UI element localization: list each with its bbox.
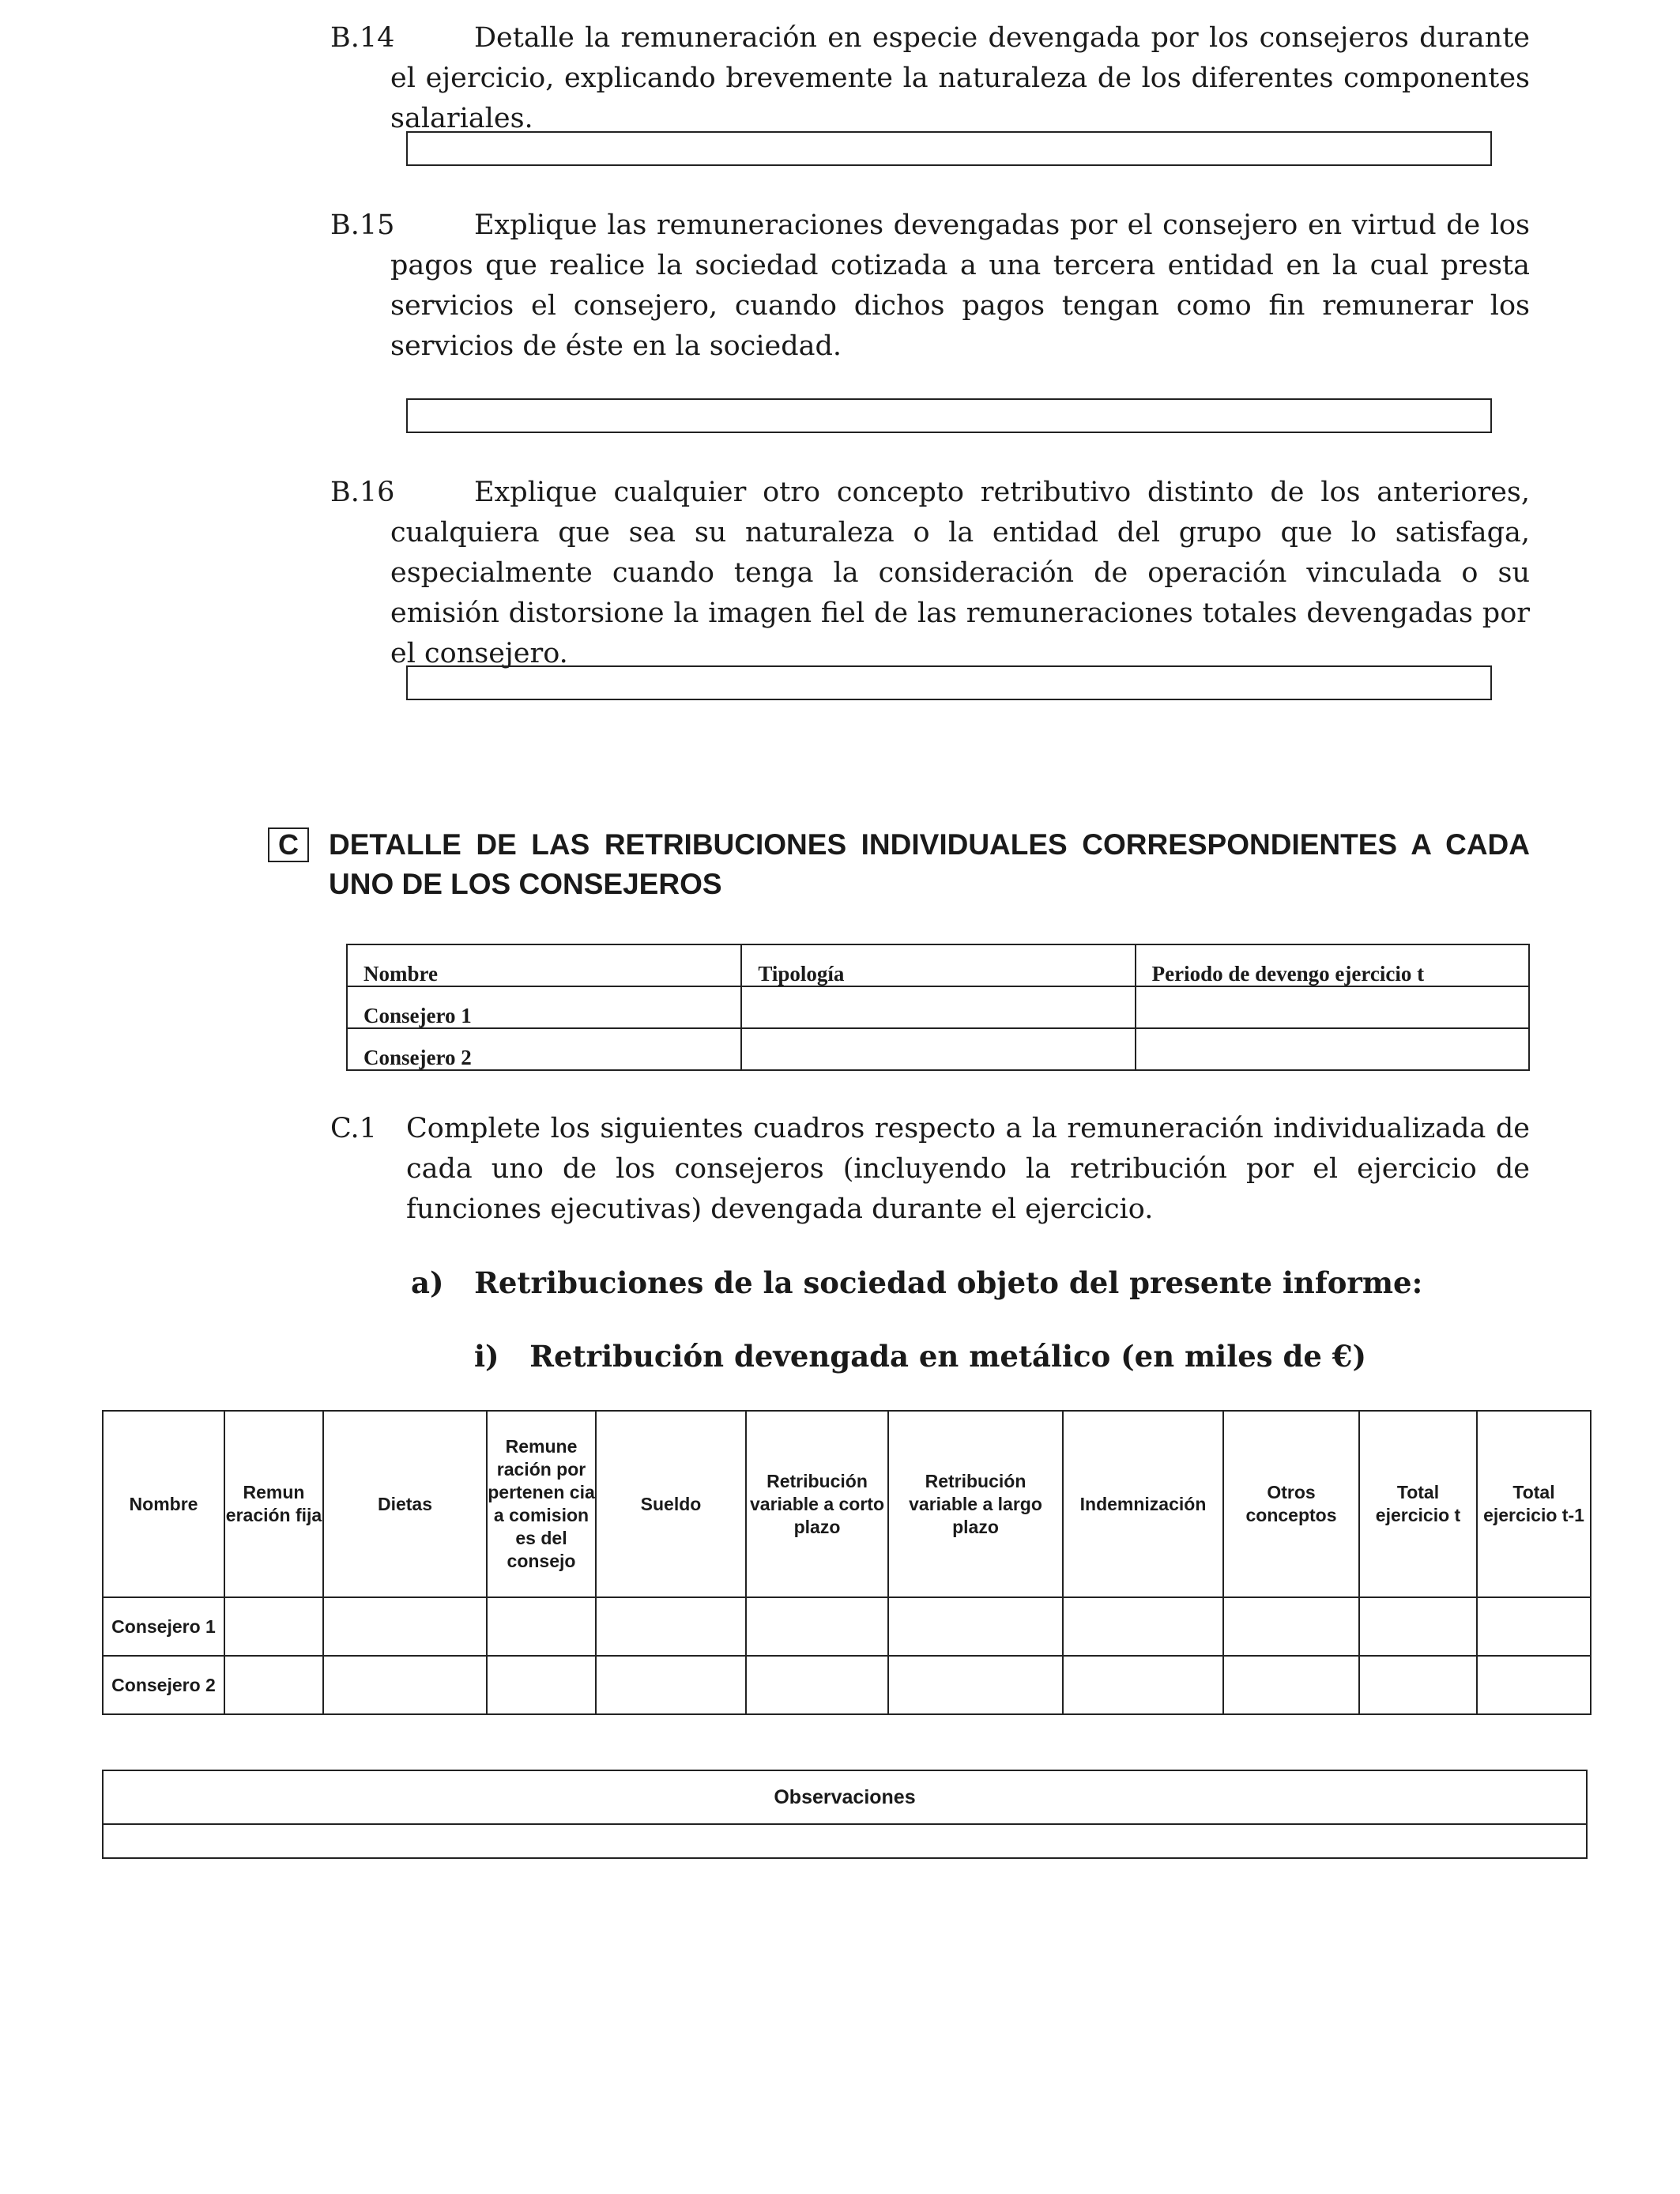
director-name: Consejero 1 xyxy=(103,1597,224,1656)
header-sueldo: Sueldo xyxy=(596,1411,746,1597)
question-c1-text: Complete los siguientes cuadros respecto a la remuneración individualizada de cada uno de los consejeros (incluyendo la retribución por el ejercicio de funciones ejecutivas) devengada durante el ejercicio. xyxy=(406,1113,1530,1225)
value-cell[interactable] xyxy=(746,1597,888,1656)
value-cell[interactable] xyxy=(487,1597,596,1656)
table-header-row xyxy=(103,1411,1591,1597)
director-name: Consejero 1 xyxy=(347,986,741,1028)
observations-field[interactable] xyxy=(103,1824,1587,1858)
question-number: B.16 xyxy=(330,477,395,508)
director-periodo-cell[interactable] xyxy=(1136,1028,1529,1070)
table-header-row xyxy=(347,944,1529,986)
director-name: Consejero 2 xyxy=(103,1656,224,1714)
value-cell[interactable] xyxy=(224,1597,323,1656)
table-row xyxy=(103,1824,1587,1858)
table-row xyxy=(347,986,1529,1028)
header-periodo: Periodo de devengo ejercicio t xyxy=(1136,944,1529,986)
value-cell[interactable] xyxy=(1359,1656,1477,1714)
table-row xyxy=(347,1028,1529,1070)
table-row xyxy=(103,1597,1591,1656)
section-letter-box: C xyxy=(268,827,309,862)
answer-box-b16[interactable] xyxy=(406,665,1492,700)
subsection-i-title: Retribución devengada en metálico (en miles de €) xyxy=(529,1339,1367,1374)
value-cell[interactable] xyxy=(1359,1597,1477,1656)
subsection-i-label: i) xyxy=(474,1339,499,1374)
table-row xyxy=(103,1656,1591,1714)
header-dietas: Dietas xyxy=(323,1411,487,1597)
answer-box-b14[interactable] xyxy=(406,131,1492,166)
question-number: B.15 xyxy=(330,209,395,241)
value-cell[interactable] xyxy=(1223,1597,1359,1656)
header-otros-conceptos: Otros conceptos xyxy=(1223,1411,1359,1597)
value-cell[interactable] xyxy=(224,1656,323,1714)
value-cell[interactable] xyxy=(323,1656,487,1714)
value-cell[interactable] xyxy=(1477,1656,1591,1714)
value-cell[interactable] xyxy=(487,1656,596,1714)
header-total-t-1: Total ejercicio t-1 xyxy=(1477,1411,1591,1597)
question-text: Explique cualquier otro concepto retributivo distinto de los anteriores, cualquiera que sea su naturaleza o la entidad del grupo que lo satisfaga, especialmente cuando tenga la consideración de operación vinculada o su emisión distorsione la imagen fiel de las remuneraciones totales devengadas por el consejero. xyxy=(390,477,1530,669)
question-text: Detalle la remuneración en especie devengada por los consejeros durante el ejercicio, explicando brevemente la naturaleza de los diferentes componentes salariales. xyxy=(390,22,1530,134)
observations-table xyxy=(102,1770,1588,1859)
header-variable-largo: Retribución variable a largo plazo xyxy=(888,1411,1063,1597)
question-b15 xyxy=(330,205,1530,367)
header-variable-corto: Retribución variable a corto plazo xyxy=(746,1411,888,1597)
header-nombre: Nombre xyxy=(103,1411,224,1597)
value-cell[interactable] xyxy=(746,1656,888,1714)
section-title: DETALLE DE LAS RETRIBUCIONES INDIVIDUALES CORRESPONDIENTES A CADA UNO DE LOS CONSEJEROS xyxy=(329,828,1530,900)
subsection-a xyxy=(411,1263,1422,1302)
value-cell[interactable] xyxy=(1223,1656,1359,1714)
question-b14 xyxy=(330,18,1530,139)
header-tipologia: Tipología xyxy=(741,944,1135,986)
value-cell[interactable] xyxy=(1063,1656,1223,1714)
director-name: Consejero 2 xyxy=(347,1028,741,1070)
value-cell[interactable] xyxy=(888,1656,1063,1714)
header-remuneracion-fija: Remun eración fija xyxy=(224,1411,323,1597)
header-remuneracion-comisiones: Remune ración por pertenen cia a comision es del consejo xyxy=(487,1411,596,1597)
value-cell[interactable] xyxy=(596,1597,746,1656)
cash-remuneration-table xyxy=(102,1410,1591,1715)
header-total-t: Total ejercicio t xyxy=(1359,1411,1477,1597)
directors-table xyxy=(346,944,1530,1071)
answer-box-b15[interactable] xyxy=(406,398,1492,433)
value-cell[interactable] xyxy=(596,1656,746,1714)
observations-header: Observaciones xyxy=(103,1770,1587,1824)
header-nombre: Nombre xyxy=(347,944,741,986)
question-text: Explique las remuneraciones devengadas por el consejero en virtud de los pagos que realice la sociedad cotizada a una tercera entidad en la cual presta servicios el consejero, cuando dichos pagos tengan como fin remunerar los servicios de éste en la sociedad. xyxy=(390,209,1530,362)
subsection-i xyxy=(474,1336,1366,1376)
question-number: C.1 xyxy=(330,1113,377,1144)
value-cell[interactable] xyxy=(1063,1597,1223,1656)
director-tipologia-cell[interactable] xyxy=(741,1028,1135,1070)
director-tipologia-cell[interactable] xyxy=(741,986,1135,1028)
header-indemnizacion: Indemnización xyxy=(1063,1411,1223,1597)
question-b16 xyxy=(330,473,1530,674)
subsection-a-label: a) xyxy=(411,1265,444,1300)
value-cell[interactable] xyxy=(1477,1597,1591,1656)
director-periodo-cell[interactable] xyxy=(1136,986,1529,1028)
table-header-row xyxy=(103,1770,1587,1824)
question-number: B.14 xyxy=(330,22,395,54)
value-cell[interactable] xyxy=(323,1597,487,1656)
subsection-a-title: Retribuciones de la sociedad objeto del presente informe: xyxy=(474,1265,1423,1300)
value-cell[interactable] xyxy=(888,1597,1063,1656)
